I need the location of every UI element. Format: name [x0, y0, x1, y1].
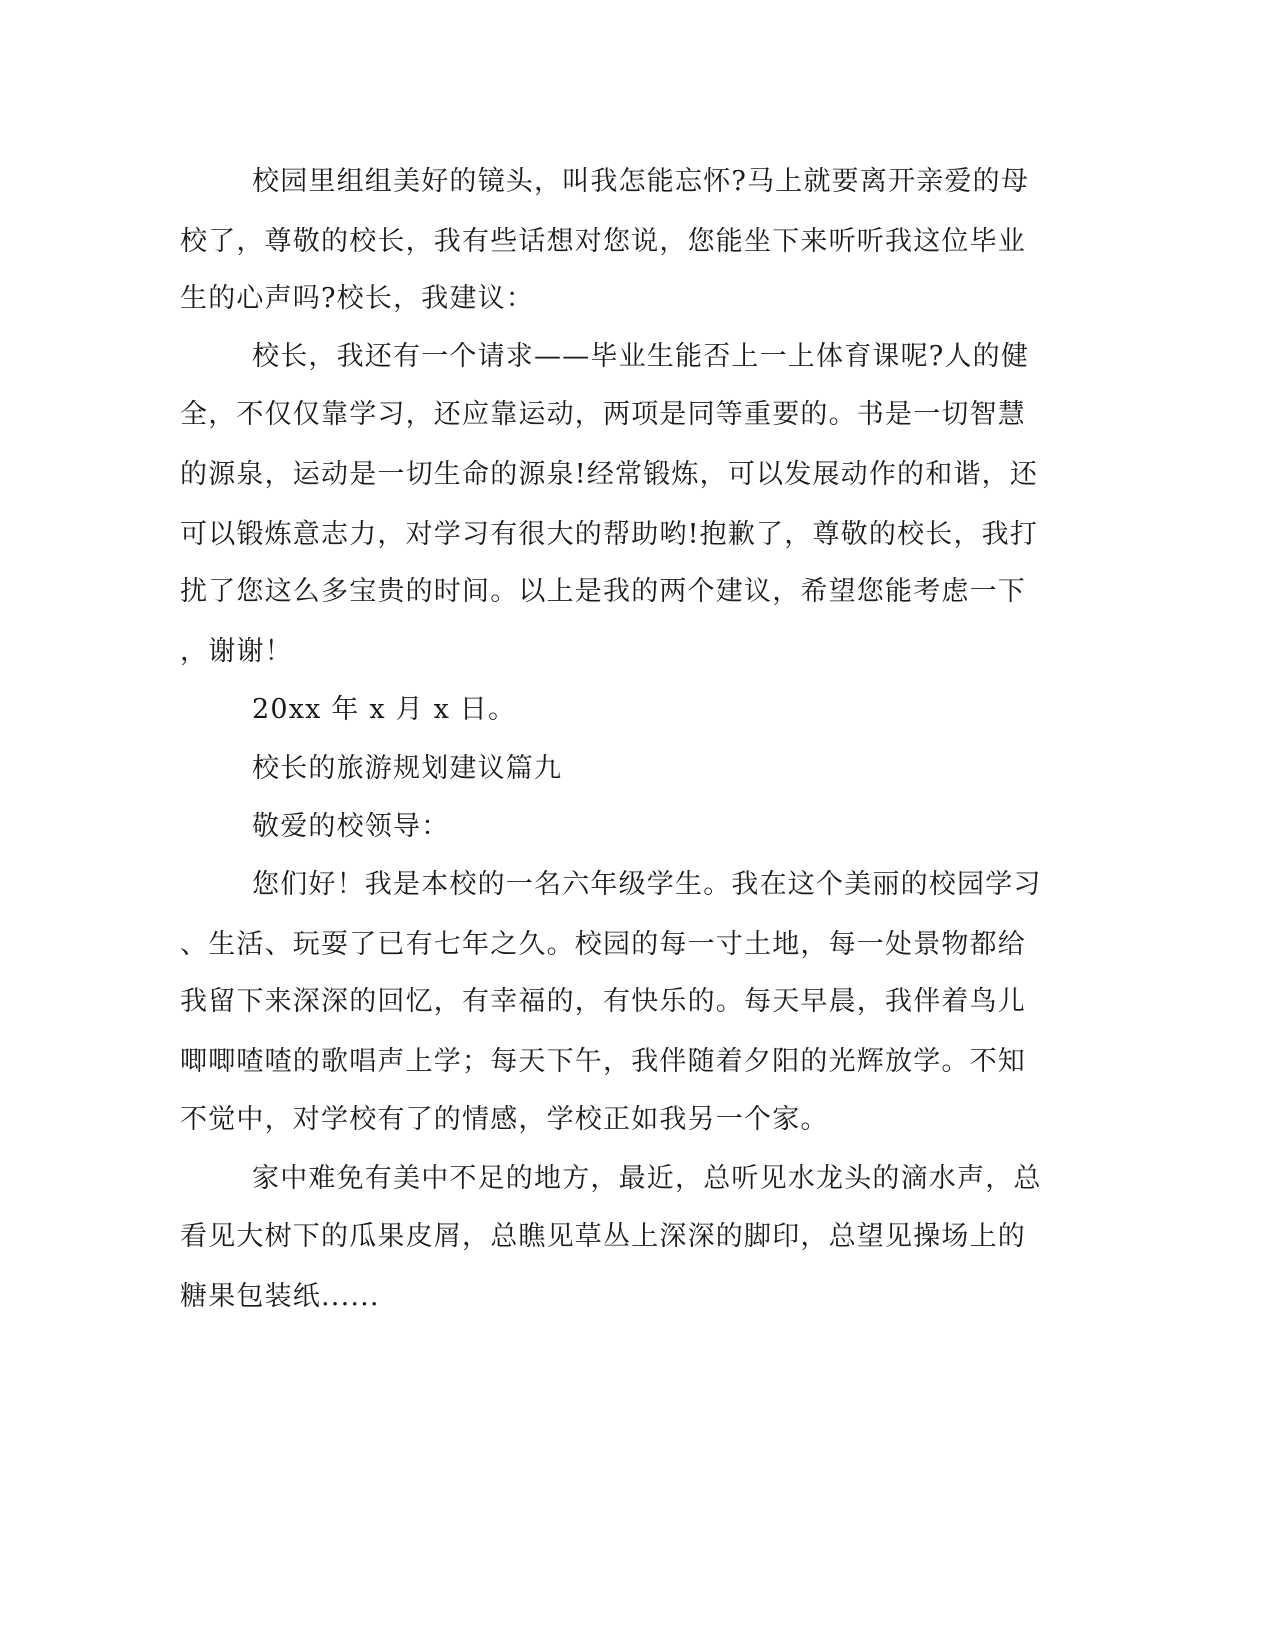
paragraph-4-line-1: 家中难免有美中不足的地方，最近，总听见水龙头的滴水声，总	[252, 1163, 1042, 1194]
paragraph-1-line-2: 校了，尊敬的校长，我有些话想对您说，您能坐下来听听我这位毕业	[180, 226, 1026, 257]
paragraph-2-line-6: ，谢谢！	[180, 636, 293, 667]
paragraph-4-line-3: 糖果包装纸......	[180, 1281, 380, 1312]
paragraph-3-line-2: 、生活、玩耍了已有七年之久。校园的每一寸土地，每一处景物都给	[180, 929, 1026, 960]
salutation: 敬爱的校领导：	[252, 811, 450, 842]
paragraph-3-line-3: 我留下来深深的回忆，有幸福的，有快乐的。每天早晨，我伴着鸟儿	[180, 986, 1026, 1017]
paragraph-2-line-5: 扰了您这么多宝贵的时间。以上是我的两个建议，希望您能考虑一下	[180, 576, 1026, 607]
paragraph-2-line-1: 校长，我还有一个请求——毕业生能否上一上体育课呢?人的健	[252, 341, 1030, 372]
paragraph-1-line-1: 校园里组组美好的镜头，叫我怎能忘怀?马上就要离开亲爱的母	[252, 166, 1030, 197]
paragraph-2-line-2: 全，不仅仅靠学习，还应靠运动，两项是同等重要的。书是一切智慧	[180, 399, 1026, 430]
paragraph-4-line-2: 看见大树下的瓜果皮屑，总瞧见草丛上深深的脚印，总望见操场上的	[180, 1221, 1026, 1252]
paragraph-3-line-1: 您们好！我是本校的一名六年级学生。我在这个美丽的校园学习	[252, 869, 1042, 900]
paragraph-3-line-5: 不觉中，对学校有了的情感，学校正如我另一个家。	[180, 1104, 829, 1135]
section-heading: 校长的旅游规划建议篇九	[252, 753, 563, 784]
paragraph-2-line-4: 可以锻炼意志力，对学习有很大的帮助哟!抱歉了，尊敬的校长，我打	[180, 519, 1039, 550]
paragraph-3-line-4: 唧唧喳喳的歌唱声上学；每天下午，我伴随着夕阳的光辉放学。不知	[180, 1046, 1026, 1077]
paragraph-2-line-3: 的源泉，运动是一切生命的源泉!经常锻炼，可以发展动作的和谐，还	[180, 459, 1039, 490]
date-line: 20xx 年 x 月 x 日。	[252, 694, 517, 725]
paragraph-1-line-3: 生的心声吗?校长，我建议：	[180, 283, 535, 314]
